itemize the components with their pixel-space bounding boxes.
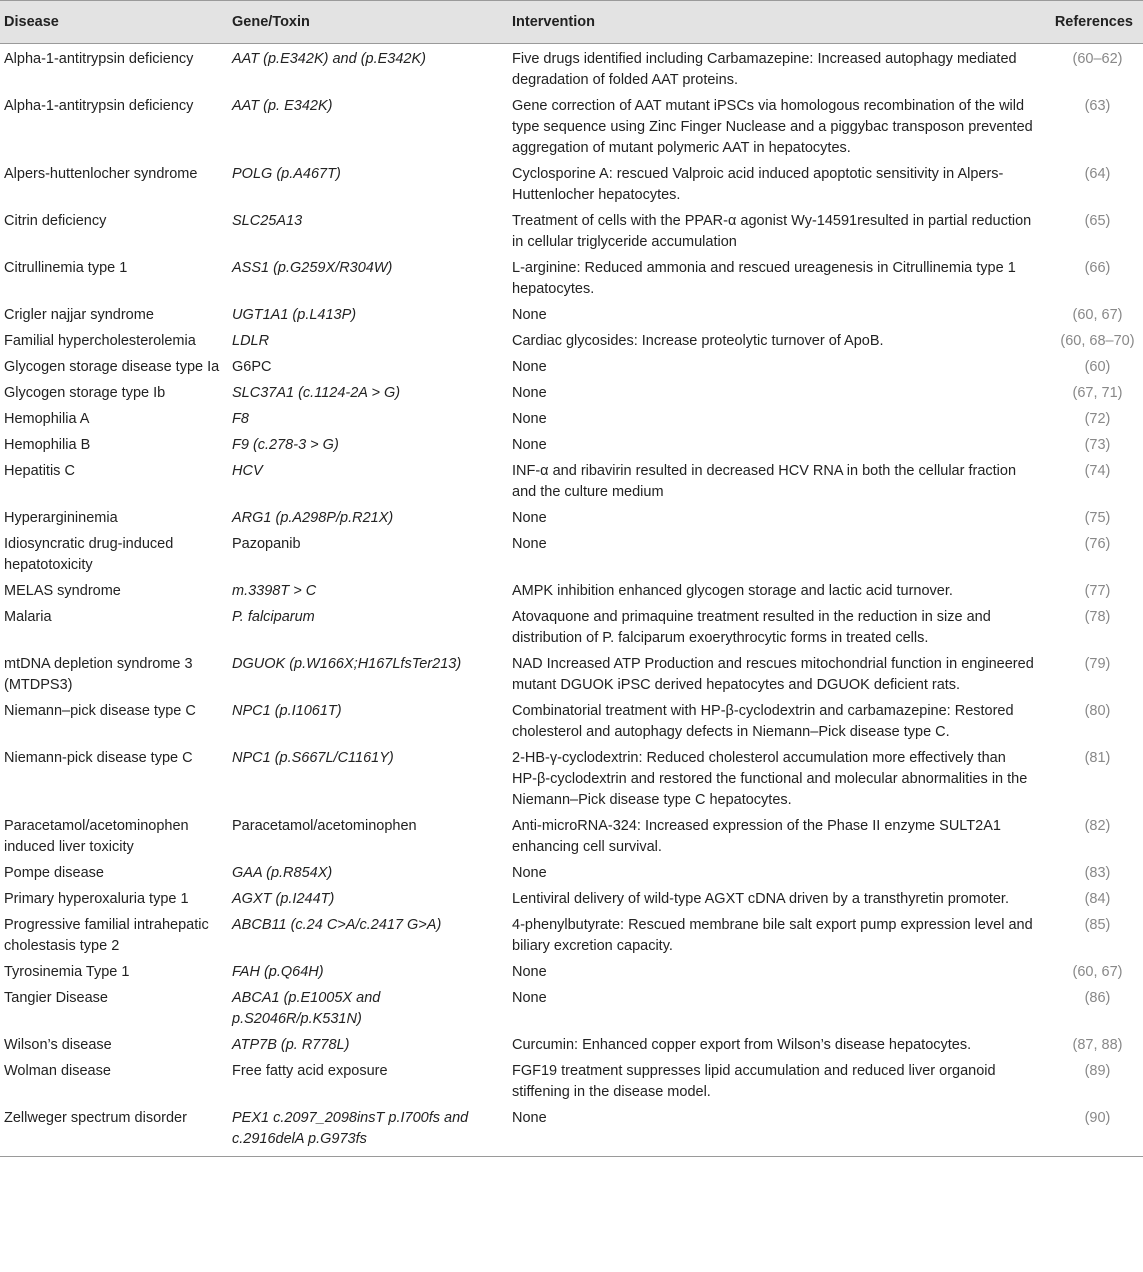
gene-toxin-cell: ATP7B (p. R778L) [232,1037,350,1053]
gene-toxin-cell: ABCB11 (c.24 C>A/c.2417 G>A) [232,917,442,933]
gene-toxin-cell: LDLR [232,333,270,349]
header-disease: Disease [0,1,228,44]
reference-cell: (83) [1084,865,1111,881]
intervention-cell: Combinatorial treatment with HP-β-cyclodextrin and carbamazepine: Restored cholesterol and autophagy defects in Niemann–Pick disease type C. [512,703,1014,740]
gene-toxin-cell: AAT (p.E342K) and (p.E342K) [232,51,426,67]
reference-cell: (80) [1084,703,1111,719]
disease-cell: Niemann–pick disease type C [4,703,196,719]
disease-cell: Idiosyncratic drug-induced hepatotoxicity [4,536,174,573]
table-row [0,433,1143,459]
gene-toxin-cell: AAT (p. E342K) [232,98,333,114]
reference-cell: (84) [1084,891,1111,907]
gene-toxin-cell: ABCA1 (p.E1005X and p.S2046R/p.K531N) [232,990,381,1027]
reference-cell: (65) [1084,213,1111,229]
disease-cell: MELAS syndrome [4,583,121,599]
intervention-cell: None [512,990,547,1006]
gene-toxin-cell: SLC25A13 [232,213,303,229]
intervention-cell: Curcumin: Enhanced copper export from Wilson’s disease hepatocytes. [512,1037,972,1053]
disease-cell: Paracetamol/acetominophen induced liver toxicity [4,818,189,855]
intervention-cell: None [512,865,547,881]
disease-cell: Hyperargininemia [4,510,118,526]
table-row [0,913,1143,960]
intervention-cell: NAD Increased ATP Production and rescues mitochondrial function in engineered mutant DGUOK iPSC derived hepatocytes and DGUOK deficient rats. [512,656,1034,693]
reference-cell: (74) [1084,463,1111,479]
disease-cell: Citrin deficiency [4,213,107,229]
intervention-cell: Cardiac glycosides: Increase proteolytic turnover of ApoB. [512,333,884,349]
gene-toxin-cell: Paracetamol/acetominophen [232,818,417,834]
disease-cell: Tangier Disease [4,990,108,1006]
reference-cell: (64) [1084,166,1111,182]
table-row [0,861,1143,887]
disease-cell: Hemophilia B [4,437,91,453]
gene-toxin-cell: NPC1 (p.I1061T) [232,703,342,719]
gene-toxin-cell: DGUOK (p.W166X;H167LfsTer213) [232,656,462,672]
intervention-cell: None [512,411,547,427]
reference-cell: (63) [1084,98,1111,114]
intervention-cell: Cyclosporine A: rescued Valproic acid induced apoptotic sensitivity in Alpers-Huttenlocher hepatocytes. [512,166,1004,203]
table-row [0,355,1143,381]
gene-toxin-cell: UGT1A1 (p.L413P) [232,307,357,323]
gene-toxin-cell: Free fatty acid exposure [232,1063,388,1079]
table-row [0,329,1143,355]
reference-cell: (60, 67) [1072,307,1123,323]
table-row [0,814,1143,861]
disease-cell: Glycogen storage disease type Ia [4,359,220,375]
reference-cell: (60, 67) [1072,964,1123,980]
intervention-cell: AMPK inhibition enhanced glycogen storage and lactic acid turnover. [512,583,953,599]
table-row [0,1033,1143,1059]
disease-cell: Glycogen storage type Ib [4,385,166,401]
disease-cell: Alpha-1-antitrypsin deficiency [4,98,194,114]
intervention-cell: L-arginine: Reduced ammonia and rescued ureagenesis in Citrullinemia type 1 hepatocytes. [512,260,1016,297]
table-row [0,986,1143,1033]
disease-cell: Crigler najjar syndrome [4,307,154,323]
gene-toxin-cell: HCV [232,463,263,479]
gene-toxin-cell: PEX1 c.2097_2098insT p.I700fs and c.2916delA p.G973fs [228,1106,508,1157]
intervention-cell: Five drugs identified including Carbamazepine: Increased autophagy mediated degradation of folded AAT proteins. [512,51,1017,88]
disease-cell: Niemann-pick disease type C [4,750,193,766]
reference-cell: (73) [1084,437,1111,453]
table-row [0,532,1143,579]
gene-toxin-cell: NPC1 (p.S667L/C1161Y) [232,750,394,766]
intervention-cell: INF-α and ribavirin resulted in decreased HCV RNA in both the cellular fraction and the culture medium [512,463,1017,500]
reference-cell: (60–62) [1072,51,1123,67]
reference-cell: (76) [1084,536,1111,552]
disease-cell: Citrullinemia type 1 [4,260,128,276]
table-row [0,1106,1143,1157]
table-row [0,699,1143,746]
intervention-cell: Anti-microRNA-324: Increased expression of the Phase II enzyme SULT2A1 enhancing cell survival. [512,818,1001,855]
reference-cell: (78) [1084,609,1111,625]
reference-cell: (87, 88) [1072,1037,1123,1053]
disease-cell: Primary hyperoxaluria type 1 [4,891,189,907]
reference-cell: (85) [1084,917,1111,933]
intervention-cell: 4-phenylbutyrate: Rescued membrane bile salt export pump expression level and biliary excretion capacity. [512,917,1033,954]
reference-cell: (77) [1084,583,1111,599]
disease-cell: Zellweger spectrum disorder [0,1106,228,1157]
header-references: References [1038,1,1143,44]
gene-toxin-cell: POLG (p.A467T) [232,166,341,182]
gene-toxin-cell: P. falciparum [232,609,315,625]
table-row [0,407,1143,433]
intervention-cell: None [512,437,547,453]
gene-toxin-cell: FAH (p.Q64H) [232,964,324,980]
disease-cell: Wilson’s disease [4,1037,112,1053]
intervention-cell: FGF19 treatment suppresses lipid accumulation and reduced liver organoid stiffening in the disease model. [512,1063,996,1100]
header-row [0,1,1143,44]
gene-toxin-cell: ASS1 (p.G259X/R304W) [232,260,393,276]
disease-cell: Wolman disease [4,1063,111,1079]
table-row [0,1059,1143,1106]
disease-cell: Alpers-huttenlocher syndrome [4,166,198,182]
table-row [0,162,1143,209]
gene-toxin-cell: GAA (p.R854X) [232,865,333,881]
disease-cell: Alpha-1-antitrypsin deficiency [4,51,194,67]
gene-toxin-cell: ARG1 (p.A298P/p.R21X) [232,510,394,526]
reference-cell: (81) [1084,750,1111,766]
disease-cell: Hemophilia A [4,411,90,427]
disease-cell: Malaria [4,609,52,625]
header-gene-toxin: Gene/Toxin [228,1,508,44]
gene-toxin-cell: Pazopanib [232,536,301,552]
reference-cell: (60, 68–70) [1060,333,1135,349]
table-row [0,887,1143,913]
disease-cell: Progressive familial intrahepatic cholestasis type 2 [4,917,209,954]
table-row [0,381,1143,407]
intervention-cell: Lentiviral delivery of wild-type AGXT cDNA driven by a transthyretin promoter. [512,891,1009,907]
table-row [0,256,1143,303]
table-row [0,94,1143,162]
intervention-cell: 2-HB-γ-cyclodextrin: Reduced cholesterol accumulation more effectively than HP-β-cyclodextrin and restored the functional and molecular abnormalities in the Niemann–Pick disease type C hepatocytes. [512,750,1028,808]
disease-cell: Pompe disease [4,865,104,881]
gene-toxin-cell: SLC37A1 (c.1124-2A > G) [232,385,401,401]
disease-cell: Tyrosinemia Type 1 [4,964,130,980]
reference-cell: (90) [1038,1106,1143,1157]
reference-cell: (79) [1084,656,1111,672]
gene-toxin-cell: m.3398T > C [232,583,317,599]
table-row [0,459,1143,506]
table-body [0,44,1143,1157]
reference-cell: (66) [1084,260,1111,276]
gene-toxin-cell: F9 (c.278-3 > G) [232,437,339,453]
intervention-cell: Treatment of cells with the PPAR-α agonist Wy-14591resulted in partial reduction in cellular triglyceride accumulation [512,213,1032,250]
gene-toxin-cell: F8 [232,411,249,427]
intervention-cell: None [512,385,547,401]
table-row [0,209,1143,256]
intervention-cell: Atovaquone and primaquine treatment resulted in the reduction in size and distribution of P. falciparum exoerythrocytic forms in treated cells. [512,609,991,646]
table-row [0,652,1143,699]
intervention-cell: None [512,359,547,375]
table-row [0,746,1143,814]
table-header [0,1,1143,44]
intervention-cell: None [512,536,547,552]
table-row [0,44,1143,95]
disease-cell: Hepatitis C [4,463,75,479]
reference-cell: (75) [1084,510,1111,526]
table-row [0,506,1143,532]
disease-cell: mtDNA depletion syndrome 3 (MTDPS3) [4,656,193,693]
reference-cell: (60) [1084,359,1111,375]
reference-cell: (86) [1084,990,1111,1006]
reference-cell: (67, 71) [1072,385,1123,401]
intervention-cell: None [512,964,547,980]
reference-cell: (72) [1084,411,1111,427]
table-row [0,579,1143,605]
table-row [0,960,1143,986]
table-row [0,303,1143,329]
disease-cell: Familial hypercholesterolemia [4,333,196,349]
reference-cell: (82) [1084,818,1111,834]
gene-toxin-cell: AGXT (p.I244T) [232,891,335,907]
header-intervention: Intervention [508,1,1038,44]
intervention-cell: Gene correction of AAT mutant iPSCs via homologous recombination of the wild type sequence using Zinc Finger Nuclease and a piggybac transposon prevented aggregation of mutant polymeric AAT in hepatocytes. [512,98,1033,156]
table-row [0,605,1143,652]
intervention-cell: None [512,307,547,323]
intervention-cell: None [508,1106,1038,1157]
intervention-cell: None [512,510,547,526]
reference-cell: (89) [1084,1063,1111,1079]
gene-toxin-cell: G6PC [232,359,272,375]
